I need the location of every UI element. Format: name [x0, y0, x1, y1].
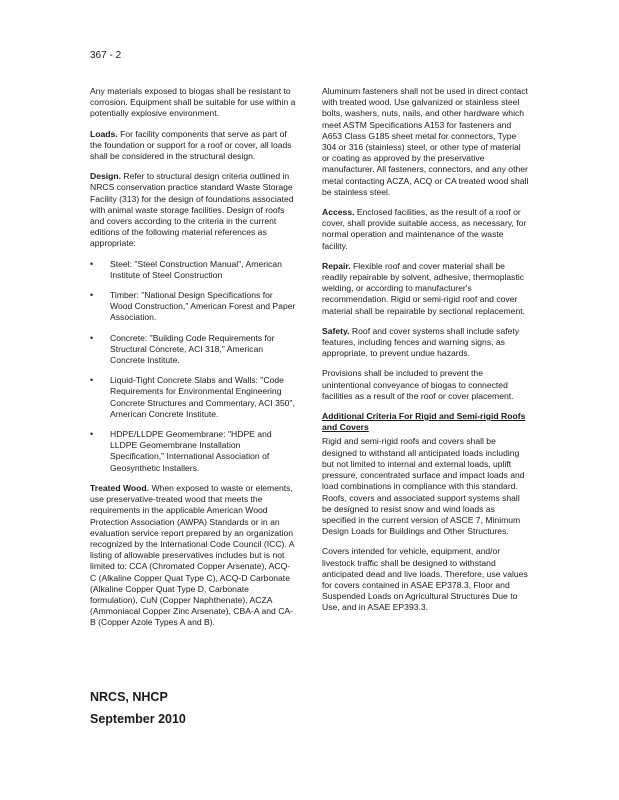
repair-text: Flexible roof and cover material shall be readily repairable by solvent, adhesive, thermoplastic welding, or according to manufacturer's recommendation. Rigid or semi-rigid roof and cover material shall be repairable by sectional replacement.: [322, 260, 526, 316]
treated-wood-text: When exposed to waste or elements, use preservative-treated wood that meets the requirements in the applicable American Wood Protection Association (AWPA) Standards or in an evaluation service report prepared by an organization recognized by the International Code Council (ICC). A listing of allowable preservatives includes but is not limited to: CCA (Chromated Copper Arsenate), ACQ-C (Alkaline Copper Quat Type C), ACQ-D Carbonate (Alkaline Copper Quat Type D, Carbonate formulation), CuN (Copper Naphthenate), ACZA (Ammoniacal Copper Zinc Arsenate), CBA-A and CA-B (Copper Azole Types A and B).: [90, 482, 294, 628]
reference-item: • HDPE/LLDPE Geomembrane: "HDPE and LLDPE Geomembrane Installation Specification," International Association of Geosynthetic Installers.: [90, 429, 296, 474]
additional-criteria-heading: Additional Criteria For Rigid and Semi-rigid Roofs and Covers: [322, 411, 526, 433]
reference-item: • Liquid-Tight Concrete Slabs and Walls: "Code Requirements for Environmental Engineering Concrete Structures and Commentary, ACI 350", American Concrete Institute.: [90, 375, 296, 420]
safety-paragraph: [322, 326, 530, 360]
footer-date: September 2010: [90, 712, 186, 726]
reference-item: • Timber: "National Design Specifications for Wood Construction," American Forest and Paper Association.: [90, 290, 296, 324]
safety-text: Roof and cover systems shall include safety features, including fences and warning signs, as appropriate, to prevent undue hazards.: [322, 325, 520, 359]
footer-organization: NRCS, NHCP: [90, 690, 168, 704]
reference-item: • Concrete: "Building Code Requirements for Structural Concrete, ACI 318," American Concrete Institute.: [90, 333, 296, 367]
access-text: Enclosed facilities, as the result of a roof or cover, shall provide suitable access, as necessary, for normal operation and maintenance of the waste facility.: [322, 207, 527, 251]
page-number: 367 - 2: [90, 50, 122, 61]
biogas-paragraph: Any materials exposed to biogas shall be resistant to corrosion. Equipment shall be suitable for use within a potentially explosive environment.: [90, 86, 296, 119]
design-heading: Design.: [90, 171, 122, 182]
access-heading: Access.: [322, 207, 355, 218]
safety-heading: Safety.: [322, 325, 350, 336]
traffic-covers-paragraph: Covers intended for vehicle, equipment, and/or livestock traffic shall be designed to withstand anticipated dead and live loads. Therefore, use values for covers contained in ASAE EP378.3, Floor and Suspended Loads on Agricultural Structures Due to Use, and in ASAE EP393.3.: [322, 546, 528, 613]
right-column: [322, 86, 530, 623]
loads-heading: Loads.: [90, 128, 118, 139]
loads-paragraph: [90, 129, 296, 163]
treated-wood-heading: Treated Wood.: [90, 482, 150, 493]
left-column: [90, 86, 296, 638]
repair-heading: Repair.: [322, 260, 351, 271]
treated-wood-paragraph: [90, 483, 296, 629]
design-paragraph: [90, 171, 296, 249]
access-paragraph: [322, 207, 530, 252]
fasteners-paragraph: Aluminum fasteners shall not be used in direct contact with treated wood. Use galvanized or stainless steel bolts, washers, nuts, nails, and other hardware which meet ASTM Specifications A153 for fasteners and A653 Class G185 sheet metal for connectors, Type 304 or 316 (stainless) steel, or other type of material or coating as approved by the preservative manufacturer. All fasteners, connectors, and any other metal contacting ACZA, ACQ or CA treated wood shall be stainless steel.: [322, 86, 529, 197]
reference-item: • Steel: "Steel Construction Manual", American Institute of Steel Construction: [90, 259, 296, 281]
design-text: Refer to structural design criteria outlined in NRCS conservation practice standard Waste Storage Facility (313) for the design of foundations associated with animal waste storage facilities. Design of roofs and covers according to the criteria in the current editions of the following material references as appropriate:: [90, 171, 294, 249]
repair-paragraph: [322, 261, 530, 317]
loads-text: For facility components that serve as part of the foundation or support for a roof or cover, all loads shall be considered in the structural design.: [90, 128, 292, 162]
provisions-paragraph: Provisions shall be included to prevent the unintentional conveyance of biogas to connected facilities as a result of the roof or cover placement.: [322, 368, 514, 401]
rigid-covers-paragraph: Rigid and semi-rigid roofs and covers shall be designed to withstand all anticipated loads including but not limited to internal and external loads, uplift pressure, concentrated surface and impact loads and load combinations in compliance with this standard. Roofs, covers and associated support systems shall be designed to resist snow and wind loads as specified in the current version of ASCE 7, Minimum Design Loads for Buildings and Other Structures.: [322, 436, 525, 537]
material-references-list: [90, 259, 296, 474]
